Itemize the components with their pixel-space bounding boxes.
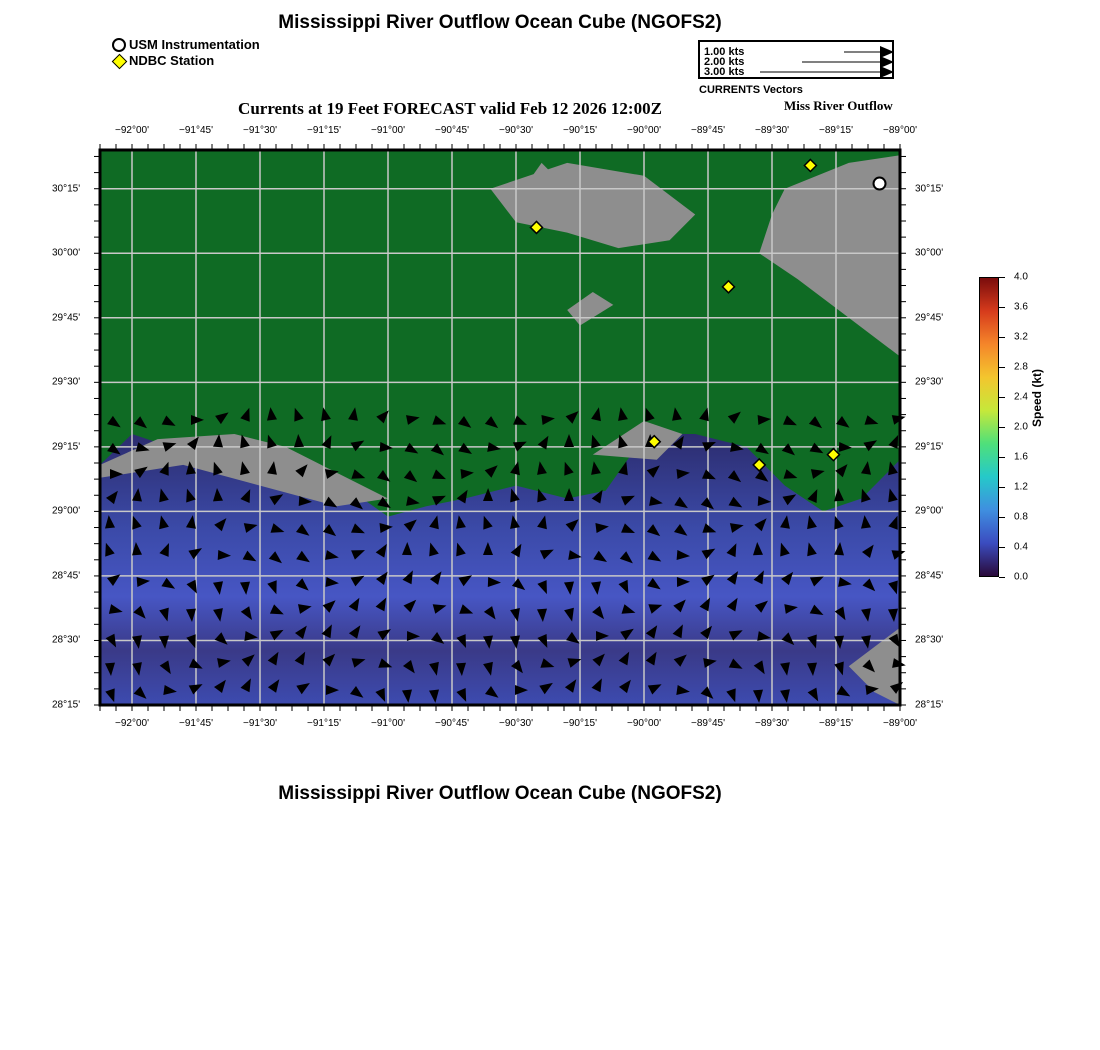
colorbar-tick-label: 2.4: [1014, 391, 1028, 403]
speed-colorbar: [979, 277, 999, 577]
lat-tick-label-left: 28°45': [52, 570, 81, 582]
colorbar-tick-label: 3.6: [1014, 301, 1028, 313]
lon-tick-label-bottom: −89°00': [883, 718, 917, 729]
colorbar-tick: [999, 277, 1005, 278]
lat-tick-label-right: 30°00': [915, 247, 944, 259]
usm-station-1: [874, 178, 886, 190]
lon-tick-label-bottom: −90°45': [435, 718, 469, 729]
lon-tick-label-top: −90°45': [435, 125, 469, 136]
colorbar-tick-label: 0.8: [1014, 511, 1028, 523]
lon-tick-label-bottom: −90°00': [627, 718, 661, 729]
lon-tick-label-top: −91°15': [307, 125, 341, 136]
outflow-label: Miss River Outflow: [784, 98, 893, 113]
legend-ndbc: [112, 53, 214, 68]
lon-tick-label-top: −92°00': [115, 125, 149, 136]
lat-tick-label-left: 28°30': [52, 634, 81, 646]
colorbar-tick-label: 0.4: [1014, 541, 1028, 553]
vector-legend-box: [698, 40, 894, 79]
lon-tick-label-top: −91°00': [371, 125, 405, 136]
lat-tick-label-right: 28°15': [915, 699, 944, 711]
lon-tick-label-bottom: −89°15': [819, 718, 853, 729]
legend-ndbc-label: NDBC Station: [129, 53, 215, 68]
vector-legend-label: CURRENTS Vectors: [699, 84, 803, 96]
lon-tick-label-bottom: −90°15': [563, 718, 597, 729]
colorbar-tick: [999, 427, 1005, 428]
map-subtitle: Currents at 19 Feet FORECAST valid Feb 12 2026 12:00Z: [238, 99, 662, 118]
colorbar-tick-label: 1.2: [1014, 481, 1028, 493]
lat-tick-label-right: 29°00': [915, 505, 944, 517]
lat-tick-label-right: 29°30': [915, 376, 944, 388]
colorbar-tick: [999, 547, 1005, 548]
lat-tick-label-left: 29°00': [52, 505, 81, 517]
colorbar-tick: [999, 457, 1005, 458]
current-map: [0, 115, 920, 715]
lon-tick-label-bottom: −91°15': [307, 718, 341, 729]
lon-tick-label-bottom: −91°00': [371, 718, 405, 729]
lat-tick-label-right: 28°30': [915, 634, 944, 646]
colorbar-tick: [999, 517, 1005, 518]
lon-tick-label-top: −91°45': [179, 125, 213, 136]
colorbar-tick: [999, 577, 1005, 578]
colorbar-tick: [999, 397, 1005, 398]
ndbc-diamond-icon: [112, 54, 126, 68]
lon-tick-label-bottom: −91°45': [179, 718, 213, 729]
colorbar-tick-label: 3.2: [1014, 331, 1028, 343]
lon-tick-label-top: −89°45': [691, 125, 725, 136]
lon-tick-label-bottom: −92°00': [115, 718, 149, 729]
lat-tick-label-left: 30°00': [52, 247, 81, 259]
lat-tick-label-left: 29°30': [52, 376, 81, 388]
lat-tick-label-left: 28°15': [52, 699, 81, 711]
colorbar-tick-label: 0.0: [1014, 571, 1028, 583]
lon-tick-label-top: −91°30': [243, 125, 277, 136]
lat-tick-label-right: 29°15': [915, 441, 944, 453]
lat-tick-label-right: 28°45': [915, 570, 944, 582]
colorbar-tick: [999, 337, 1005, 338]
lat-tick-label-left: 29°45': [52, 312, 81, 324]
lat-tick-label-left: 29°15': [52, 441, 81, 453]
lon-tick-label-top: −90°00': [627, 125, 661, 136]
lat-tick-label-left: 30°15': [52, 183, 81, 195]
colorbar-tick-label: 4.0: [1014, 271, 1028, 283]
lat-tick-label-right: 29°45': [915, 312, 944, 324]
lon-tick-label-bottom: −91°30': [243, 718, 277, 729]
vector-legend-arrows: [700, 42, 892, 77]
lon-tick-label-bottom: −89°30': [755, 718, 789, 729]
lon-tick-label-top: −89°00': [883, 125, 917, 136]
map-title: Mississippi River Outflow Ocean Cube (NGOFS2): [278, 12, 722, 33]
legend-usm: [112, 37, 260, 52]
colorbar-tick: [999, 367, 1005, 368]
colorbar-tick: [999, 487, 1005, 488]
usm-circle-icon: [112, 38, 126, 52]
colorbar-tick-label: 2.8: [1014, 361, 1028, 373]
lon-tick-label-bottom: −89°45': [691, 718, 725, 729]
colorbar-tick: [999, 307, 1005, 308]
lon-tick-label-bottom: −90°30': [499, 718, 533, 729]
lat-tick-label-right: 30°15': [915, 183, 944, 195]
colorbar-tick-label: 1.6: [1014, 451, 1028, 463]
vector-legend-row-2: 2.00 kts: [704, 56, 745, 68]
colorbar-tick-label: 2.0: [1014, 421, 1028, 433]
legend-usm-label: USM Instrumentation: [129, 37, 260, 52]
lon-tick-label-top: −89°30': [755, 125, 789, 136]
colorbar-title: Speed (kt): [1030, 368, 1044, 427]
map-title-bottom: Mississippi River Outflow Ocean Cube (NGOFS2): [278, 783, 722, 804]
lon-tick-label-top: −89°15': [819, 125, 853, 136]
vector-legend-row-1: 1.00 kts: [704, 46, 745, 58]
lon-tick-label-top: −90°15': [563, 125, 597, 136]
vector-legend-row-3: 3.00 kts: [704, 66, 745, 78]
lon-tick-label-top: −90°30': [499, 125, 533, 136]
